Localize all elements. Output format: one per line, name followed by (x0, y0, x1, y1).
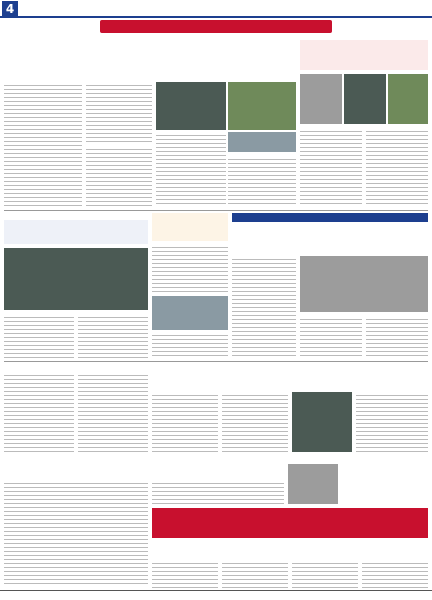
story5-body-col2 (222, 392, 288, 452)
story6-body-col1 (4, 372, 74, 452)
bottom-story-body-col2 (222, 560, 288, 588)
lead-body-col3 (156, 132, 226, 207)
section-divider-1 (4, 210, 428, 211)
story3-body-2 (152, 332, 228, 358)
lead-photo-3 (228, 132, 296, 152)
bottom-story-body-col1 (152, 560, 218, 588)
story2-body-col1 (4, 314, 74, 358)
story2-photo (4, 248, 148, 310)
bottom-story-body-col3 (292, 560, 358, 588)
story4-body-col1 (232, 256, 296, 358)
lead-body-col5 (228, 156, 296, 207)
lead-body-col4 (86, 146, 152, 207)
right-photo-3 (388, 74, 428, 124)
section-divider-2 (4, 361, 428, 362)
story5-body-col1 (152, 392, 218, 452)
masthead (0, 0, 432, 18)
story4-kicker-bar (232, 213, 428, 222)
lead-photo-2 (228, 82, 296, 130)
story8-photo (288, 464, 338, 504)
right-photo-2 (344, 74, 386, 124)
lead-body-col2 (86, 82, 152, 142)
story9-body (152, 480, 284, 504)
story4-body-col2 (300, 316, 362, 358)
page-number: 4 (2, 1, 18, 17)
story3-headline-bg (152, 213, 228, 241)
story2-body-col2 (78, 314, 148, 358)
bottom-story-body-col4 (362, 560, 428, 588)
story4-photo (300, 256, 428, 312)
right-body-col2 (366, 128, 428, 207)
story4-body-col3 (366, 316, 428, 358)
story3-photo (152, 296, 228, 330)
top-banner (100, 20, 332, 33)
story3-body (152, 244, 228, 292)
footer-imprint (0, 590, 432, 600)
right-body-col1 (300, 128, 362, 207)
right-lead-box (300, 40, 428, 70)
right-photo-1 (300, 74, 342, 124)
lead-body-col1 (4, 82, 82, 207)
story6-body-col2 (78, 372, 148, 452)
story5-body-col3 (356, 392, 428, 452)
lead-photo-1 (156, 82, 226, 130)
bottom-banner (152, 508, 428, 538)
story7-body (4, 480, 148, 586)
story2-headline-bg (4, 220, 148, 244)
story5-photo (292, 392, 352, 452)
